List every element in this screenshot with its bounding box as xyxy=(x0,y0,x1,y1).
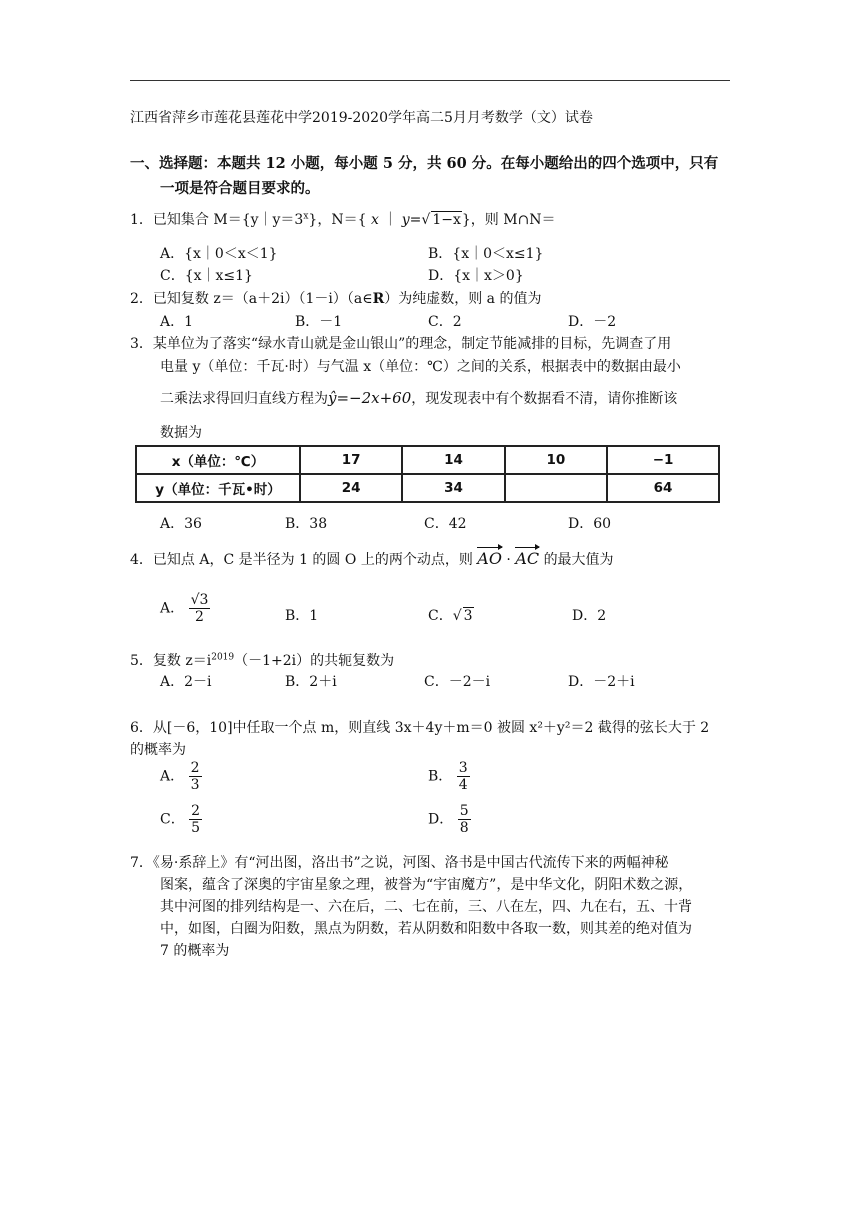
question-2-option-b: B．－1 xyxy=(295,314,343,330)
question-7-line4: 中，如图，白圈为阳数，黑点为阴数，若从阴数和阳数中各取一数，则其差的绝对值为 xyxy=(160,921,692,937)
question-2-option-c: C．2 xyxy=(428,314,462,330)
question-6-option-b: B． $\frac{3}{4}$ xyxy=(428,760,468,794)
question-5-option-a: A．2－i xyxy=(160,674,212,690)
table-cell: 64 xyxy=(607,474,719,502)
question-5-option-b: B．2＋i xyxy=(285,674,337,690)
table-cell: 10 xyxy=(505,446,607,474)
question-1-option-c: C．{x｜x≤1} xyxy=(160,268,253,284)
question-6-option-c: C． $\frac{2}{5}$ xyxy=(160,803,201,837)
table-cell: 17 xyxy=(300,446,402,474)
vector-ac: AC xyxy=(515,549,540,568)
question-4-option-c: C．√ 3 xyxy=(428,608,473,624)
question-1-stem: 1．已知集合 $M=\{y|y=3^x\}$，N＝{ x ｜ y=√ 1−x}，则 M∩N＝ xyxy=(130,211,556,228)
question-6-option-d: D． $\frac{5}{8}$ xyxy=(428,803,469,837)
question-4-option-b: B．1 xyxy=(285,608,319,624)
question-7-line1: 7．《易·系辞上》有“河出图，洛出书”之说，河图、洛书是中国古代流传下来的两幅神秘 xyxy=(130,855,669,871)
question-1-option-d: D．{x｜x＞0} xyxy=(428,268,524,284)
question-7-line3: 其中河图的排列结构是一、六在后，二、七在前，三、八在左，四、九在右，五、十背 xyxy=(160,899,692,915)
question-5-stem: 5．复数 $z=i^{2019}(-1+2i)$的共轭复数为 xyxy=(130,652,395,669)
question-7-line5: 7 的概率为 xyxy=(160,943,230,959)
question-6-line2: 的概率为 xyxy=(130,742,186,758)
question-4-option-d: D．2 xyxy=(572,608,607,624)
question-3-line3: 二乘法求得回归直线方程为ŷ=−2x+60，现发现表中有个数据看不清，请你推断该 xyxy=(160,389,678,407)
question-2-option-a: A．1 xyxy=(160,314,194,330)
table-cell: y（单位：千瓦•时） xyxy=(136,474,300,502)
question-6-option-a: A． $\frac{2}{3}$ xyxy=(160,760,200,794)
sqrt-symbol: √ xyxy=(421,212,431,228)
question-5-option-d: D．－2＋i xyxy=(568,674,635,690)
question-5-option-c: C．－2－i xyxy=(424,674,491,690)
section-heading-line1: 一、选择题：本题共 12 小题，每小题 5 分，共 60 分。在每小题给出的四个选项中，只有 xyxy=(130,155,719,172)
question-1-option-b: B．{x｜0＜x≤1} xyxy=(428,246,544,262)
question-3-option-b: B．38 xyxy=(285,516,328,532)
table-cell: 24 xyxy=(300,474,402,502)
question-4-stem: 4．已知点 A，C 是半径为 1 的圆 O 上的两个动点，则 AO · AC 的最大值为 xyxy=(130,549,614,568)
fraction: $\frac{3}{4}$ xyxy=(458,760,468,794)
question-6-line1: 6．从[－6，10]中任取一个点 m，则直线 3x＋4y＋m＝0 被圆 x²＋y²＝2 截得的弦长大于 2 xyxy=(130,720,710,736)
question-7-line2: 图案，蕴含了深奥的宇宙星象之理，被誉为“宇宙魔方”，是中华文化，阴阳术数之源， xyxy=(160,877,693,893)
page-title: 江西省萍乡市莲花县莲花中学2019-2020学年高二5月月考数学（文）试卷 xyxy=(130,110,593,126)
table-row xyxy=(136,474,719,502)
question-4-option-a: A． $\frac{√3}{2}$ xyxy=(160,592,209,626)
fraction: $\frac{2}{3}$ xyxy=(190,760,200,794)
section-heading-line2: 一项是符合题目要求的。 xyxy=(160,180,320,197)
table-cell: 34 xyxy=(402,474,504,502)
fraction: $\frac{2}{5}$ xyxy=(191,803,201,837)
question-3-option-c: C．42 xyxy=(424,516,467,532)
question-1-option-a: A．{x｜0＜x＜1} xyxy=(160,246,278,262)
vector-ao: AO xyxy=(477,549,502,568)
question-3-line2: 电量 y（单位：千瓦·时）与气温 x（单位：℃）之间的关系，根据表中的数据由最小 xyxy=(160,359,681,375)
question-2-option-d: D．－2 xyxy=(568,314,617,330)
question-3-line4: 数据为 xyxy=(160,425,202,441)
question-3-option-a: A．36 xyxy=(160,516,202,532)
table-cell: 14 xyxy=(402,446,504,474)
fraction: $\frac{√3}{2}$ xyxy=(190,592,209,626)
question-3-line1: 3．某单位为了落实“绿水青山就是金山银山”的理念，制定节能减排的目标，先调查了用 xyxy=(130,336,672,352)
fraction: $\frac{5}{8}$ xyxy=(459,803,469,837)
regression-equation: ŷ=−2x+60 xyxy=(328,389,412,407)
table-cell xyxy=(505,474,607,502)
table-cell: −1 xyxy=(607,446,719,474)
header-rule xyxy=(130,80,730,81)
table-cell: x（单位：℃） xyxy=(136,446,300,474)
data-table xyxy=(135,445,720,503)
question-3-option-d: D．60 xyxy=(568,516,612,532)
table-row xyxy=(136,446,719,474)
question-2-stem: 2．已知复数 z＝（a＋2i）（1－i）（a∈R）为纯虚数，则 a 的值为 xyxy=(130,291,542,307)
